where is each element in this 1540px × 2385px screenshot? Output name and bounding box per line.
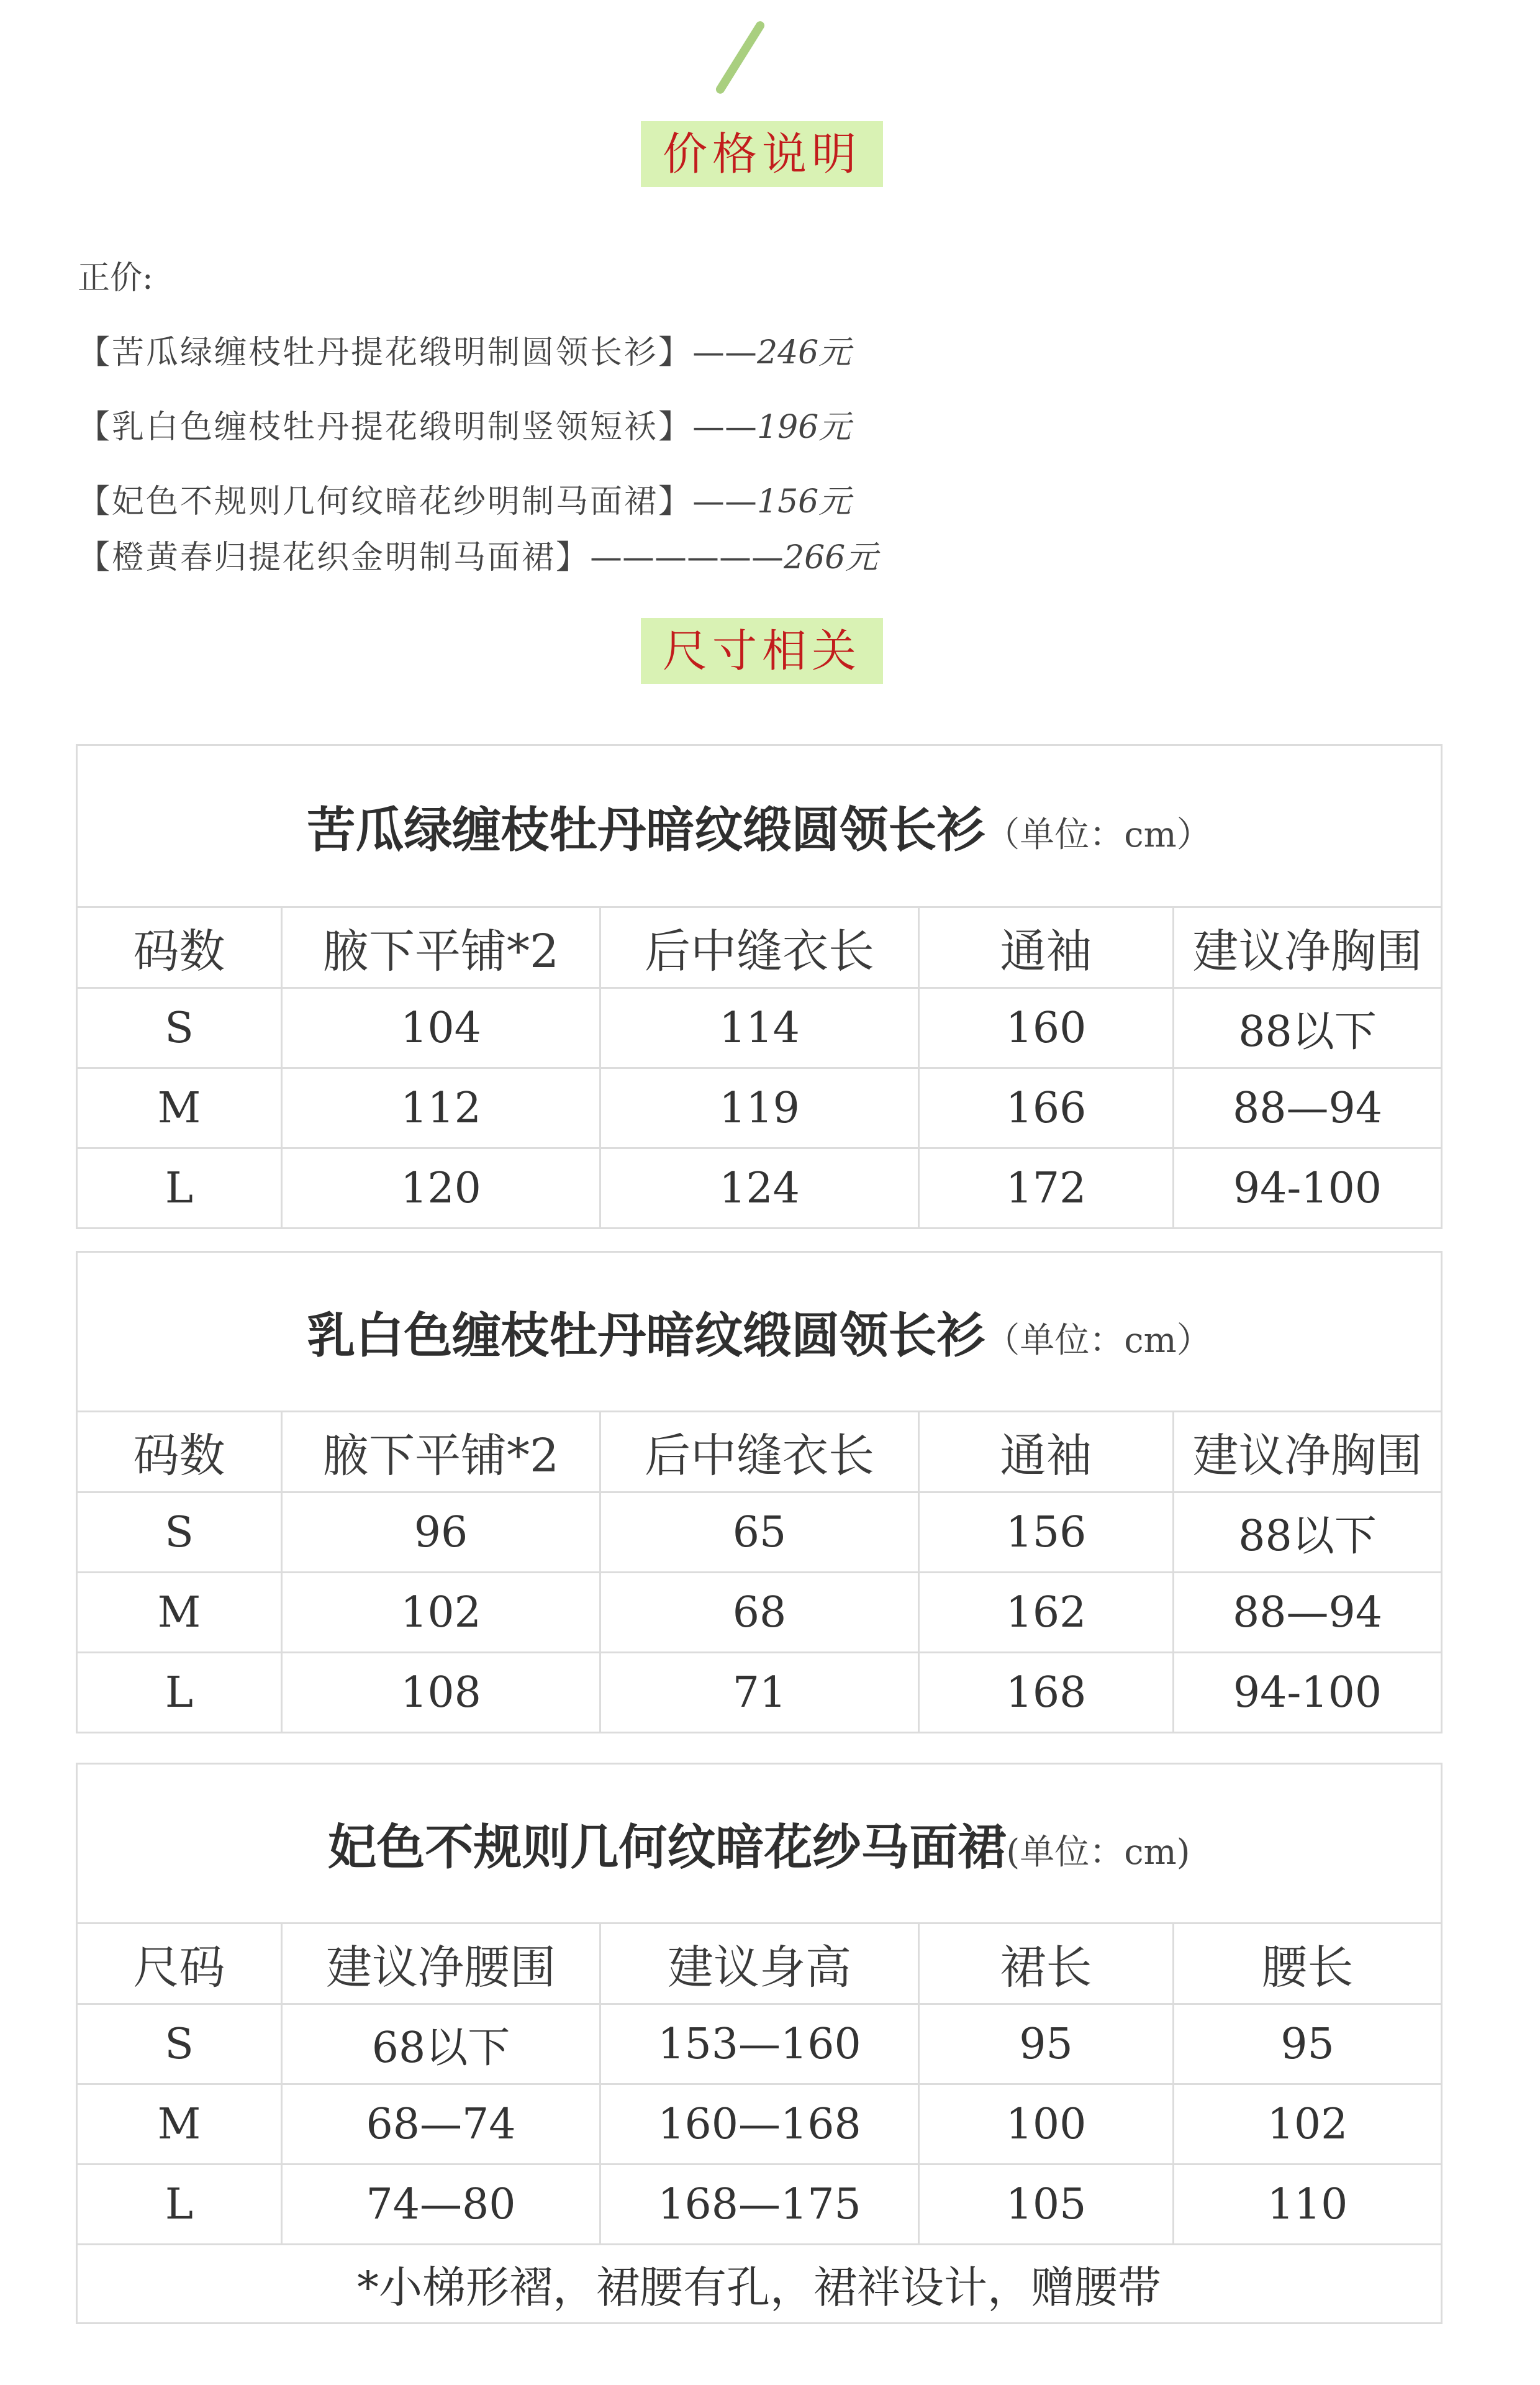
- column-header: 建议净胸围: [1174, 907, 1442, 988]
- table-cell: 88以下: [1174, 1492, 1442, 1573]
- column-header: 腰长: [1174, 1924, 1442, 2004]
- table-cell: M: [77, 1573, 282, 1653]
- table-header-row: [77, 907, 1442, 988]
- table-cell: 88—94: [1174, 1573, 1442, 1653]
- table-cell: 156: [919, 1492, 1174, 1573]
- table-cell: 168—175: [600, 2165, 919, 2245]
- table-row: [77, 2084, 1442, 2165]
- table-title: [77, 1252, 1442, 1412]
- table-cell: 114: [600, 988, 919, 1068]
- table-title: [77, 745, 1442, 907]
- table-cell: 94-100: [1174, 1148, 1442, 1229]
- column-header: 腋下平铺*2: [282, 1412, 600, 1492]
- table-cell: 68—74: [282, 2084, 600, 2165]
- price-item-dash: ——————: [590, 539, 784, 576]
- column-header: 尺码: [77, 1924, 282, 2004]
- table-cell: 119: [600, 1068, 919, 1148]
- table-cell: 172: [919, 1148, 1174, 1229]
- price-item-dash: ——: [692, 483, 758, 520]
- column-header: 后中缝衣长: [600, 1412, 919, 1492]
- table-row: [77, 1573, 1442, 1653]
- size-table-robe-white: [76, 1251, 1443, 1733]
- table-cell: 88以下: [1174, 988, 1442, 1068]
- table-cell: 124: [600, 1148, 919, 1229]
- price-item: [78, 531, 877, 578]
- table-cell: 68: [600, 1573, 919, 1653]
- column-header: 通袖: [919, 907, 1174, 988]
- table-cell: M: [77, 2084, 282, 2165]
- size-table-skirt: [76, 1763, 1443, 2324]
- column-header: 通袖: [919, 1412, 1174, 1492]
- table-row: [77, 2004, 1442, 2084]
- table-row: [77, 1068, 1442, 1148]
- table-cell: 168: [919, 1653, 1174, 1733]
- table-cell: 112: [282, 1068, 600, 1148]
- table-cell: 108: [282, 1653, 600, 1733]
- table-cell: 100: [919, 2084, 1174, 2165]
- price-item-amount: 266元: [784, 539, 878, 576]
- price-item-name: 【苦瓜绿缠枝牡丹提花缎明制圆领长衫】: [78, 334, 693, 371]
- price-item-amount: 156元: [757, 483, 851, 520]
- table-cell: L: [77, 1653, 282, 1733]
- table-cell: 102: [1174, 2084, 1442, 2165]
- table-cell: S: [77, 2004, 282, 2084]
- table-unit: （单位：cm）: [985, 1320, 1212, 1361]
- table-cell: 71: [600, 1653, 919, 1733]
- table-unit: （单位：cm）: [985, 815, 1212, 855]
- table-cell: L: [77, 1148, 282, 1229]
- table-cell: 110: [1174, 2165, 1442, 2245]
- table-cell: S: [77, 1492, 282, 1573]
- table-title-text: 苦瓜绿缠枝牡丹暗纹缎圆领长衫: [307, 802, 985, 858]
- table-cell: 120: [282, 1148, 600, 1229]
- table-cell: 65: [600, 1492, 919, 1573]
- table-cell: 166: [919, 1068, 1174, 1148]
- column-header: 码数: [77, 907, 282, 988]
- price-heading: 正价:: [78, 260, 153, 297]
- price-item: [78, 475, 851, 522]
- table-cell: 102: [282, 1573, 600, 1653]
- table-row: [77, 2165, 1442, 2245]
- table-header-row: [77, 1412, 1442, 1492]
- table-unit: (单位：cm): [1006, 1832, 1190, 1873]
- table-cell: M: [77, 1068, 282, 1148]
- price-item-dash: ——: [692, 409, 758, 446]
- table-cell: L: [77, 2165, 282, 2245]
- column-header: 建议净胸围: [1174, 1412, 1442, 1492]
- table-title-text: 乳白色缠枝牡丹暗纹缎圆领长衫: [307, 1307, 985, 1364]
- table-note: *小梯形褶，裙腰有孔，裙袢设计，赠腰带: [77, 2245, 1442, 2324]
- column-header: 建议净腰围: [282, 1924, 600, 2004]
- table-row: [77, 1492, 1442, 1573]
- table-cell: 88—94: [1174, 1068, 1442, 1148]
- table-cell: 160: [919, 988, 1174, 1068]
- table-cell: 68以下: [282, 2004, 600, 2084]
- table-row: [77, 988, 1442, 1068]
- table-cell: 153—160: [600, 2004, 919, 2084]
- column-header: 后中缝衣长: [600, 907, 919, 988]
- table-cell: 96: [282, 1492, 600, 1573]
- table-row: [77, 1653, 1442, 1733]
- price-item-amount: 196元: [757, 409, 851, 446]
- table-title: [77, 1764, 1442, 1924]
- table-cell: S: [77, 988, 282, 1068]
- table-cell: 95: [919, 2004, 1174, 2084]
- column-header: 裙长: [919, 1924, 1174, 2004]
- table-title-text: 妃色不规则几何纹暗花纱马面裙: [328, 1819, 1007, 1876]
- price-item-dash: ——: [692, 334, 758, 371]
- price-item-amount: 246元: [757, 334, 851, 371]
- table-header-row: [77, 1924, 1442, 2004]
- table-cell: 95: [1174, 2004, 1442, 2084]
- price-item-name: 【妃色不规则几何纹暗花纱明制马面裙】: [78, 483, 693, 520]
- table-cell: 104: [282, 988, 600, 1068]
- table-cell: 74—80: [282, 2165, 600, 2245]
- size-table-robe-green: [76, 744, 1443, 1229]
- price-section-label: 价格说明: [641, 121, 883, 187]
- decorative-divider-line: [714, 20, 766, 96]
- price-item-name: 【橙黄春归提花织金明制马面裙】: [78, 539, 591, 576]
- column-header: 腋下平铺*2: [282, 907, 600, 988]
- table-note-row: [77, 2245, 1442, 2324]
- table-cell: 105: [919, 2165, 1174, 2245]
- price-item-name: 【乳白色缠枝牡丹提花缎明制竖领短袄】: [78, 409, 693, 446]
- price-item: [78, 401, 851, 447]
- table-cell: 160—168: [600, 2084, 919, 2165]
- table-cell: 162: [919, 1573, 1174, 1653]
- column-header: 码数: [77, 1412, 282, 1492]
- price-item: [78, 326, 851, 373]
- table-row: [77, 1148, 1442, 1229]
- column-header: 建议身高: [600, 1924, 919, 2004]
- size-section-label: 尺寸相关: [641, 618, 883, 684]
- table-cell: 94-100: [1174, 1653, 1442, 1733]
